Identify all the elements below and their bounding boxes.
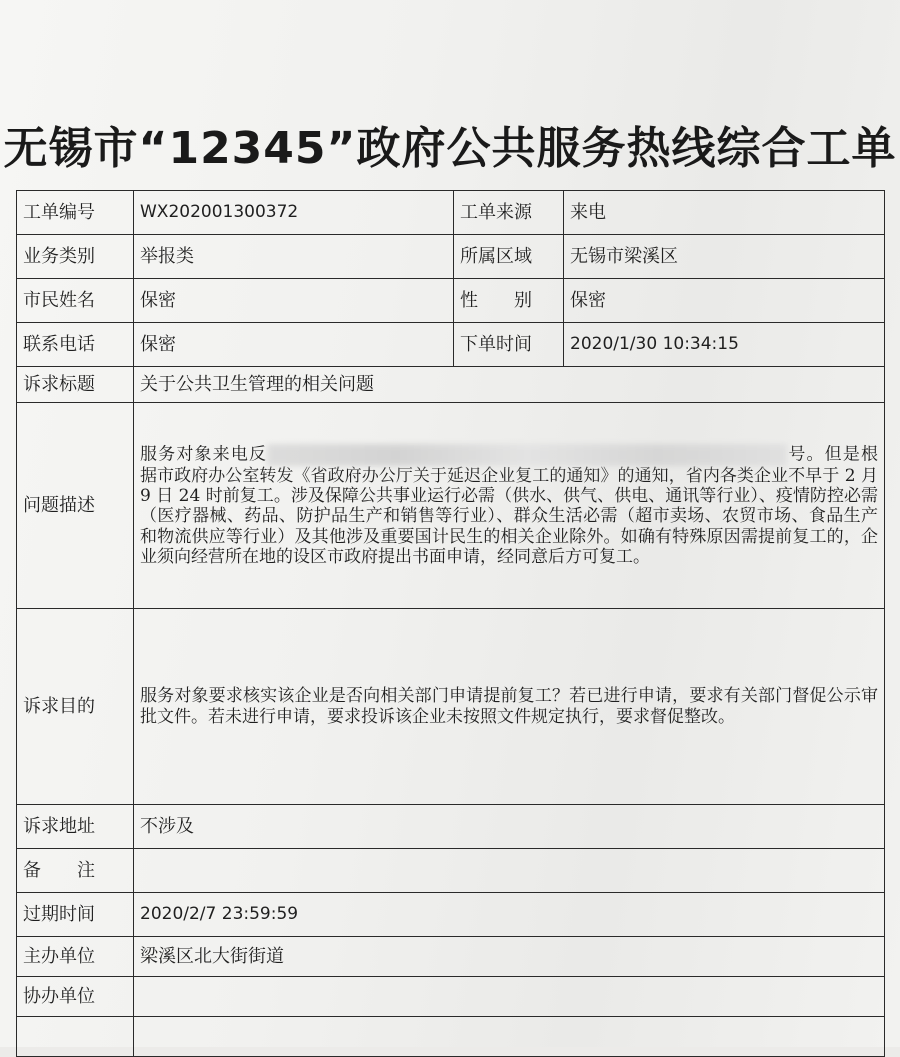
gender-value: 保密 [564, 279, 885, 323]
main-unit-value: 梁溪区北大街街道 [134, 937, 885, 977]
category-value: 举报类 [134, 235, 454, 279]
description-label: 问题描述 [17, 403, 134, 609]
table-row [17, 367, 885, 403]
description-rest: 是根据市政府办公室转发《省政府办公厅关于延迟企业复工的通知》的通知，省内各类企业不早于 2 月 9 日 24 时前复工。涉及保障公共事业运行必需（供水、供气、供电、通讯等行业）、疫情防控必需（医疗器械、药品、防护品生产和销售等行业）、群众生活必需（超市卖场、农贸市场、食品生产和物流供应等行业）及其他涉及重要国计民生的相关企业除外。如确有特殊原因需提前复工的，企业须向经营所在地的设区市政府提出书面申请，经同意后方可复工。 [140, 444, 879, 568]
address-value: 不涉及 [134, 805, 885, 849]
phone-label: 联系电话 [17, 323, 134, 367]
name-value: 保密 [134, 279, 454, 323]
source-label: 工单来源 [454, 191, 564, 235]
table-row [17, 1017, 885, 1057]
remark-label: 备 注 [17, 849, 134, 893]
table-row [17, 937, 885, 977]
redacted-blur [267, 444, 787, 466]
subject-label: 诉求标题 [17, 367, 134, 403]
district-label: 所属区域 [454, 235, 564, 279]
expire-label: 过期时间 [17, 893, 134, 937]
table-row [17, 279, 885, 323]
category-label: 业务类别 [17, 235, 134, 279]
main-unit-label: 主办单位 [17, 937, 134, 977]
purpose-label: 诉求目的 [17, 609, 134, 805]
district-value: 无锡市梁溪区 [564, 235, 885, 279]
address-label: 诉求地址 [17, 805, 134, 849]
source-value: 来电 [564, 191, 885, 235]
name-label: 市民姓名 [17, 279, 134, 323]
table-row [17, 849, 885, 893]
work-order-table [16, 190, 885, 1057]
subject-value: 关于公共卫生管理的相关问题 [134, 367, 885, 403]
blank-cell [134, 1017, 885, 1057]
phone-value: 保密 [134, 323, 454, 367]
table-row [17, 235, 885, 279]
description-start: 服务对象来电反 [140, 444, 268, 465]
order-no-label: 工单编号 [17, 191, 134, 235]
table-row [17, 191, 885, 235]
table-row [17, 323, 885, 367]
page-title: 无锡市“12345”政府公共服务热线综合工单 [3, 123, 897, 174]
blank-cell [17, 1017, 134, 1057]
gender-label: 性 别 [454, 279, 564, 323]
co-unit-label: 协办单位 [17, 977, 134, 1017]
description-value [134, 403, 885, 609]
co-unit-value [134, 977, 885, 1017]
table-row [17, 403, 885, 609]
purpose-value: 服务对象要求核实该企业是否向相关部门申请提前复工？若已进行申请，要求有关部门督促公示审批文件。若未进行申请，要求投诉该企业未按照文件规定执行，要求督促整改。 [134, 609, 885, 805]
table-row [17, 893, 885, 937]
time-value: 2020/1/30 10:34:15 [564, 323, 885, 367]
description-mid: 号。但 [787, 444, 843, 465]
table-row [17, 609, 885, 805]
order-no-value: WX202001300372 [134, 191, 454, 235]
time-label: 下单时间 [454, 323, 564, 367]
remark-value [134, 849, 885, 893]
expire-value: 2020/2/7 23:59:59 [134, 893, 885, 937]
table-row [17, 977, 885, 1017]
table-row [17, 805, 885, 849]
